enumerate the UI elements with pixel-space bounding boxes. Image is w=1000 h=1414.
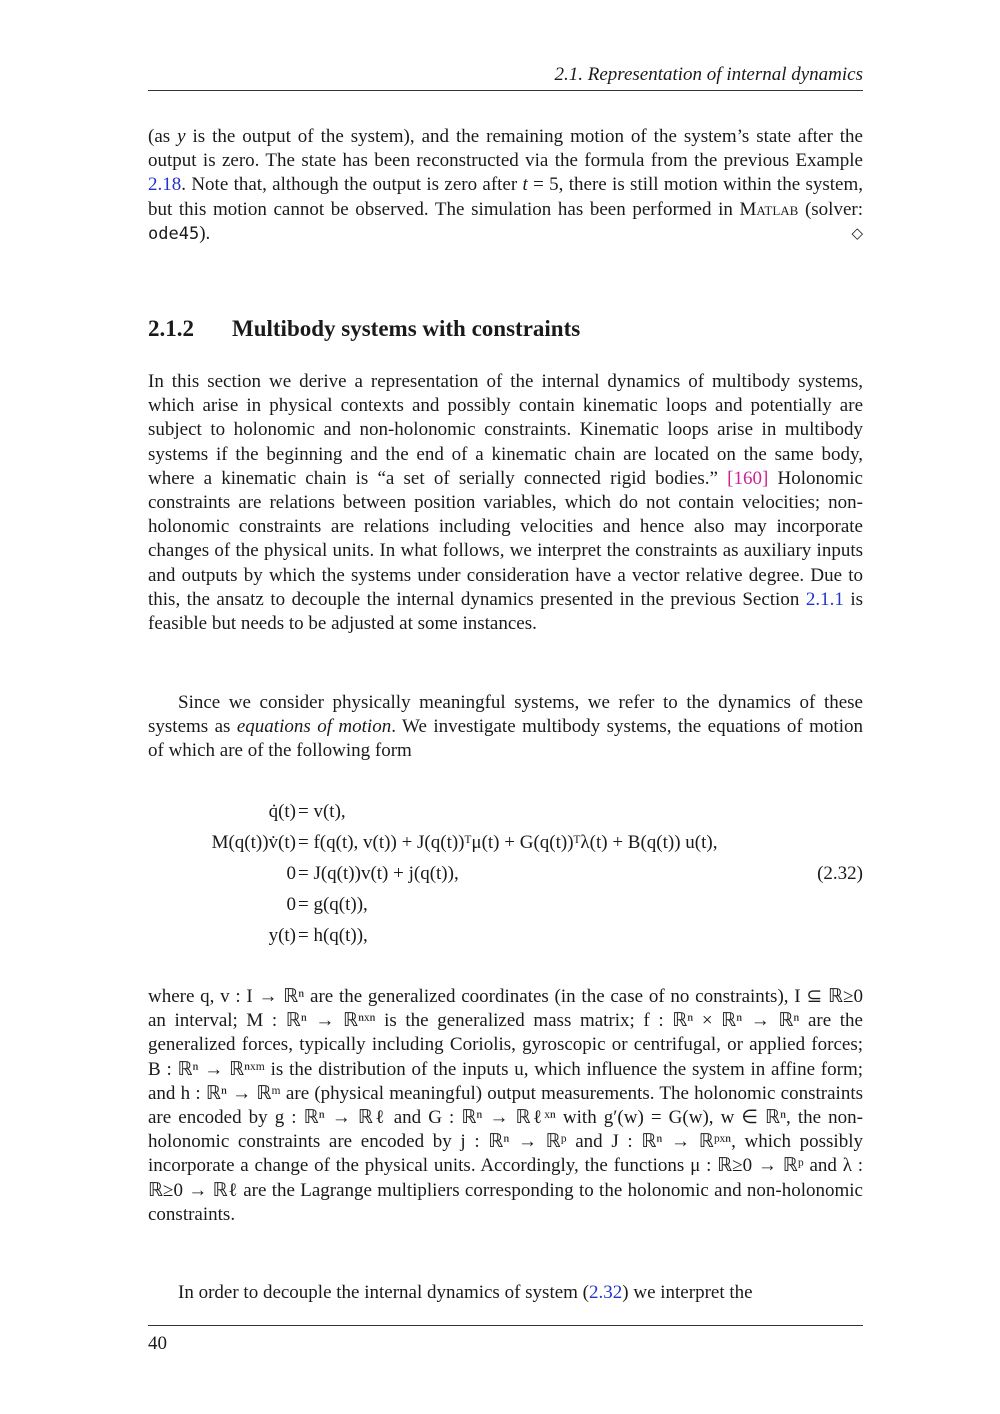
text-span: where q, v : I → ℝⁿ are the generalized coordinates (in the case of no constraints), I ⊆ ℝ≥0 an interval; M : ℝⁿ → ℝⁿˣⁿ is the generalized mass matrix; f : ℝⁿ × ℝⁿ → ℝⁿ are the generalized forces, typically including Coriolis, gyroscopic or centrifugal, or applied forces; B : ℝⁿ → ℝⁿˣᵐ is the distribution of the inputs u, which influence the system in affine form; and h : ℝⁿ → ℝᵐ are (physical meaningful) output measurements. The holonomic constraints are encoded by g : ℝⁿ → ℝℓ and G : ℝⁿ → ℝℓˣⁿ with g′(w) = G(w), w ∈ ℝⁿ, the non-holonomic constraints are encoded by j : ℝⁿ → ℝᵖ and J : ℝⁿ → ℝᵖˣⁿ, which possibly incorporate a change of the physical units. Accordingly, the functions μ : ℝ≥0 → ℝᵖ and λ : ℝ≥0 → ℝℓ are the Lagrange multipliers corresponding to the holonomic and non-holonomic constraints.	[148, 986, 863, 1225]
equation-lhs: 0	[286, 863, 296, 884]
section-title: Multibody systems with constraints	[232, 316, 581, 341]
page-number: 40	[148, 1333, 167, 1354]
link-section-2-1-1[interactable]: 2.1.1	[805, 588, 844, 610]
text-span: In this section we derive a representation of the internal dynamics of multibody systems, which arise in physical contexts and possibly contain kinematic loops and potentially are subject to holonomic and non-holonomic constraints. Kinematic loops arise in multibody systems if the beginning and the end of a kinematic chain are located on the same body, where a kinematic chain is “a set of serially connected rigid bodies.”	[148, 371, 863, 489]
text-span: . We investigate multibody systems, the equations of motion of which are of the following form	[148, 716, 863, 762]
equation-row	[148, 798, 863, 826]
text-span: is the output of the system), and the remaining motion of the system’s state after the output is zero. The state has been reconstructed via the formula from the previous Example	[148, 126, 863, 172]
text-span: (solver:	[798, 198, 863, 220]
equation-block	[148, 798, 863, 958]
text-span: is feasible but needs to be adjusted at some instances.	[148, 588, 863, 635]
paragraph-equations-of-motion	[148, 691, 863, 764]
link-equation-2-32[interactable]: 2.32	[589, 1282, 623, 1303]
paragraph-decouple	[148, 1281, 863, 1305]
text-span: . Note that, although the output is zero after	[181, 174, 523, 196]
text-span: (as	[148, 126, 178, 147]
citation-160[interactable]: [160]	[727, 467, 769, 489]
equation-lhs: M(q(t))v̇(t)	[211, 832, 296, 853]
section-heading	[148, 316, 580, 342]
equation-lhs: y(t)	[268, 925, 296, 946]
intro-paragraph	[148, 125, 863, 246]
solver-name: ode45	[148, 223, 200, 244]
equation-lhs: 0	[286, 894, 296, 915]
link-example-2-18[interactable]: 2.18	[148, 174, 182, 196]
text-span: Holonomic constraints are relations between position variables, which do not contain velocities; non-holonomic constraints are relations including velocities and hence also may incorporate changes of the physical units. In what follows, we interpret the constraints as auxiliary inputs and outputs by which the systems under consideration have a vector relative degree. Due to this, the ansatz to decouple the internal dynamics presented in the previous Section	[148, 467, 863, 610]
equation-row	[148, 829, 863, 857]
var-t: t	[522, 174, 528, 196]
header-rule	[148, 90, 863, 91]
text-span: ) we interpret the	[622, 1282, 753, 1303]
equation-row	[148, 860, 863, 888]
text-span: ).	[199, 222, 211, 244]
equation-rhs: = J(q(t))v(t) + j(q(t)),	[298, 863, 459, 884]
equation-row	[148, 891, 863, 919]
paragraph-multibody-intro	[148, 370, 863, 636]
equation-number: (2.32)	[817, 863, 863, 884]
emphasis: equations of motion	[236, 716, 392, 738]
section-number: 2.1.2	[148, 316, 194, 341]
matlab-name: Matlab	[739, 198, 799, 220]
equation-rhs: = f(q(t), v(t)) + J(q(t))ᵀμ(t) + G(q(t))ᵀλ(t) + B(q(t)) u(t),	[298, 832, 718, 853]
running-head: 2.1. Representation of internal dynamics	[554, 64, 863, 85]
paragraph-definitions	[148, 985, 863, 1227]
text-span: Since we consider physically meaningful systems, we refer to the dynamics of these systems as	[148, 692, 863, 738]
equation-rhs: = g(q(t)),	[298, 894, 368, 915]
end-of-example-diamond-icon: ◇	[851, 225, 863, 242]
equation-lhs: q̇(t)	[268, 801, 296, 822]
footer-rule	[148, 1325, 863, 1326]
text-span: In order to decouple the internal dynamics of system (	[178, 1282, 590, 1303]
equation-rhs: = v(t),	[298, 801, 346, 822]
var-y: y	[177, 126, 186, 147]
text-span: = 5, there is still motion within the system, but this motion cannot be observed. The simulation has been performed in	[148, 174, 863, 220]
equation-row	[148, 922, 863, 950]
equation-rhs: = h(q(t)),	[298, 925, 368, 946]
